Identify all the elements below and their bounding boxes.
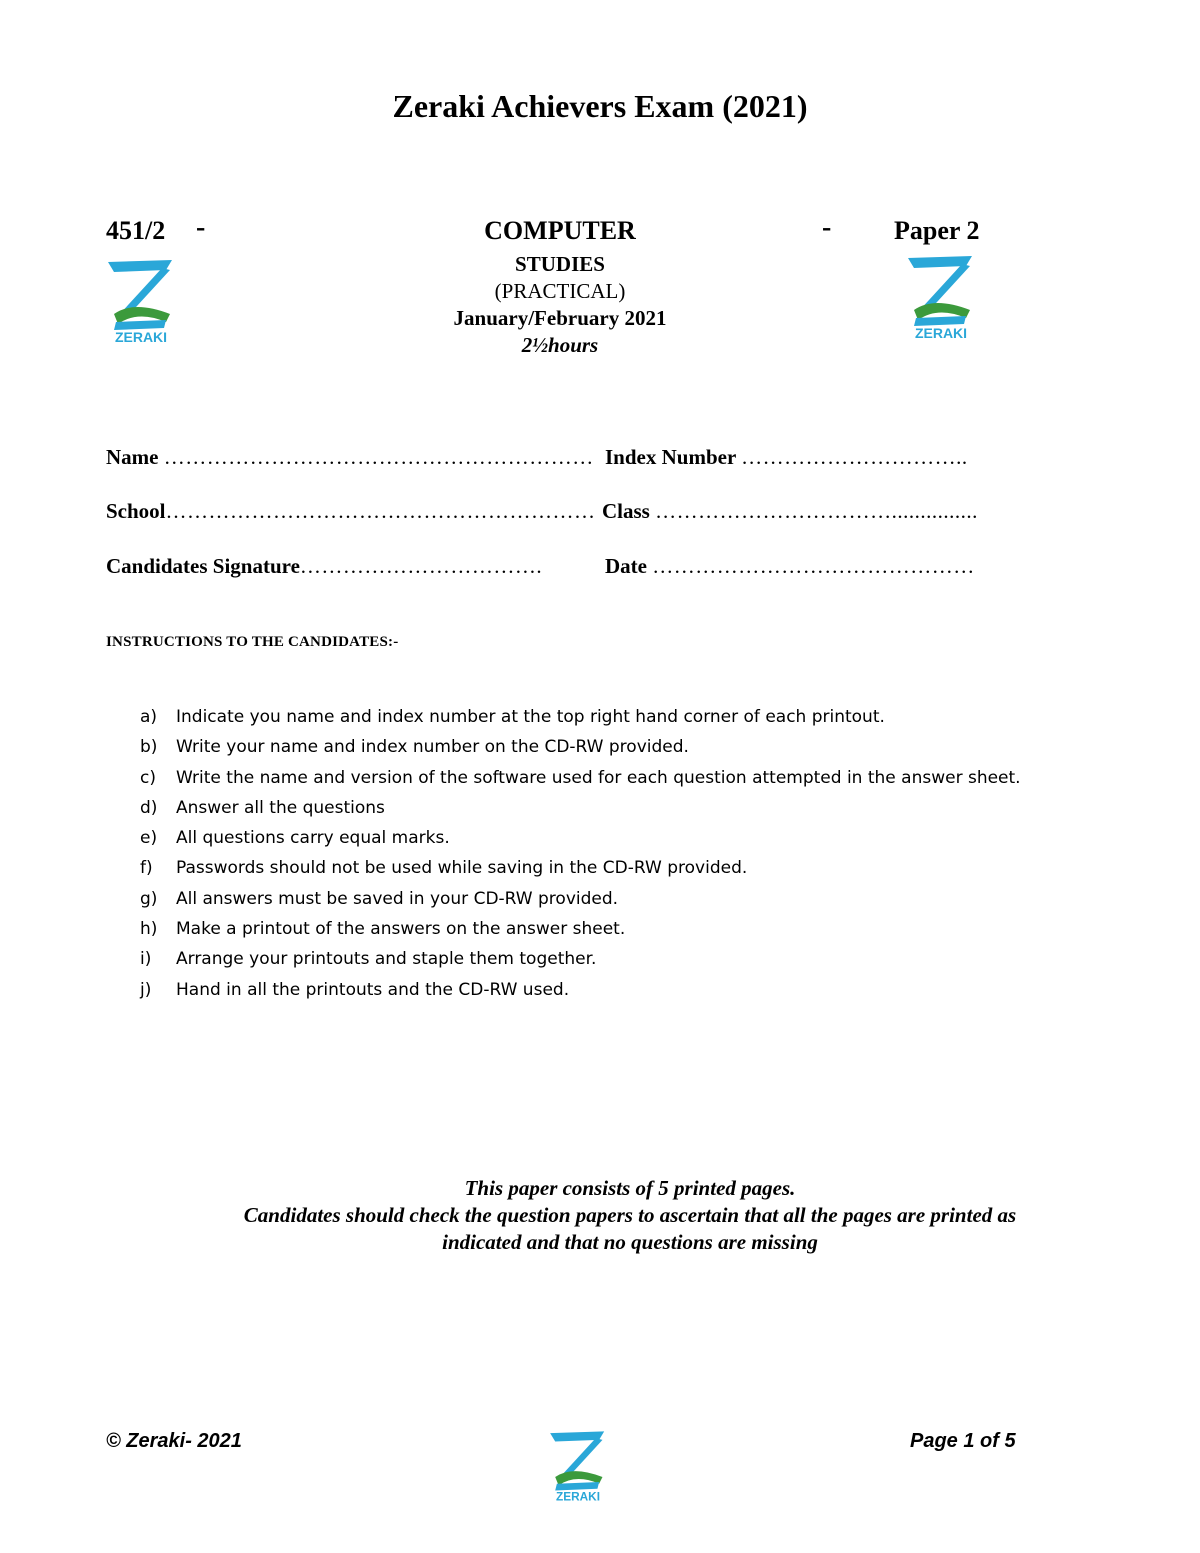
pages-note: This paper consists of 5 printed pages. bbox=[464, 1176, 796, 1200]
list-item bbox=[106, 823, 1106, 853]
check-note-line1: Candidates should check the question papers to ascertain that all the pages are printed as bbox=[243, 1203, 1017, 1227]
date-dots: ……………………………………… bbox=[652, 554, 975, 578]
logo-text: ZERAKI bbox=[914, 325, 968, 341]
exam-duration: 2½hours bbox=[521, 333, 599, 357]
list-item bbox=[106, 975, 1106, 1005]
school-dots: …………………………………………………… bbox=[165, 499, 596, 523]
list-text: Passwords should not be used while saving in the CD-RW provided. bbox=[176, 858, 748, 879]
list-text: Write the name and version of the software used for each question attempted in the answer sheet. bbox=[176, 767, 1021, 788]
signature-label: Candidates Signature bbox=[106, 554, 300, 578]
list-text: Arrange your printouts and staple them together. bbox=[176, 949, 597, 970]
index-number-dots: ………………………….. bbox=[741, 445, 968, 469]
logo-text: ZERAKI bbox=[114, 329, 168, 345]
name-label: Name bbox=[106, 445, 159, 469]
list-text: Write your name and index number on the CD-RW provided. bbox=[176, 737, 689, 758]
list-text: Make a printout of the answers on the answer sheet. bbox=[176, 919, 626, 940]
paper-number: Paper 2 bbox=[894, 216, 980, 245]
paper-type: (PRACTICAL) bbox=[494, 279, 626, 303]
list-item bbox=[106, 884, 1106, 914]
signature-dots: ……………………………. bbox=[299, 554, 543, 578]
list-text: Hand in all the printouts and the CD-RW used. bbox=[176, 979, 570, 1000]
subject-title: COMPUTER bbox=[484, 216, 636, 245]
footer-copyright: © Zeraki- 2021 bbox=[106, 1430, 242, 1452]
signature-field[interactable] bbox=[106, 554, 542, 579]
list-item bbox=[106, 732, 1106, 762]
zeraki-logo-left bbox=[104, 256, 178, 346]
list-text: All answers must be saved in your CD-RW provided. bbox=[176, 888, 619, 909]
subject-block bbox=[380, 216, 740, 358]
class-label: Class bbox=[602, 499, 650, 523]
instructions-list bbox=[106, 702, 1106, 1005]
list-item bbox=[106, 853, 1106, 883]
check-note-line2: indicated and that no questions are missing bbox=[442, 1230, 818, 1254]
zeraki-logo-footer bbox=[546, 1428, 610, 1504]
name-field[interactable] bbox=[106, 445, 594, 470]
list-marker: i) bbox=[140, 949, 152, 970]
list-marker: d) bbox=[140, 797, 158, 818]
list-item bbox=[106, 914, 1106, 944]
list-item bbox=[106, 702, 1106, 732]
date-label: Date bbox=[605, 554, 647, 578]
school-label: School bbox=[106, 499, 166, 523]
zeraki-logo-icon bbox=[104, 256, 178, 346]
list-marker: f) bbox=[140, 858, 153, 879]
exam-title: Zeraki Achievers Exam (2021) bbox=[392, 88, 808, 124]
list-marker: h) bbox=[140, 919, 158, 940]
list-marker: a) bbox=[140, 707, 158, 727]
list-text: Indicate you name and index number at the top right hand corner of each printout. bbox=[176, 707, 885, 727]
list-marker: j) bbox=[140, 979, 152, 1000]
list-item bbox=[106, 944, 1106, 974]
list-marker: e) bbox=[140, 828, 158, 849]
class-field[interactable] bbox=[602, 499, 978, 524]
list-marker: c) bbox=[140, 767, 156, 788]
list-marker: b) bbox=[140, 737, 158, 758]
zeraki-logo-icon bbox=[546, 1428, 610, 1504]
list-text: Answer all the questions bbox=[176, 797, 385, 818]
header-dash-left: - bbox=[196, 212, 206, 243]
instructions-heading: INSTRUCTIONS TO THE CANDIDATES:- bbox=[106, 634, 399, 650]
list-text: All questions carry equal marks. bbox=[176, 828, 450, 849]
paper-code: 451/2 bbox=[106, 216, 166, 245]
index-number-label: Index Number bbox=[605, 445, 736, 469]
index-number-field[interactable] bbox=[605, 445, 968, 470]
list-item bbox=[106, 763, 1106, 793]
date-field[interactable] bbox=[605, 554, 975, 579]
zeraki-logo-right bbox=[904, 252, 978, 342]
name-dots: …………………………………………………… bbox=[163, 445, 594, 469]
list-marker: g) bbox=[140, 888, 158, 909]
school-field[interactable] bbox=[106, 499, 596, 524]
subject-subtitle: STUDIES bbox=[515, 252, 605, 276]
header-dash-right: - bbox=[822, 212, 832, 243]
class-dots: ……………………………............... bbox=[655, 499, 978, 523]
zeraki-logo-icon bbox=[904, 252, 978, 342]
exam-date: January/February 2021 bbox=[453, 306, 667, 330]
list-item bbox=[106, 793, 1106, 823]
logo-text: ZERAKI bbox=[556, 1489, 600, 1504]
footer-page-number: Page 1 of 5 bbox=[910, 1430, 1016, 1452]
